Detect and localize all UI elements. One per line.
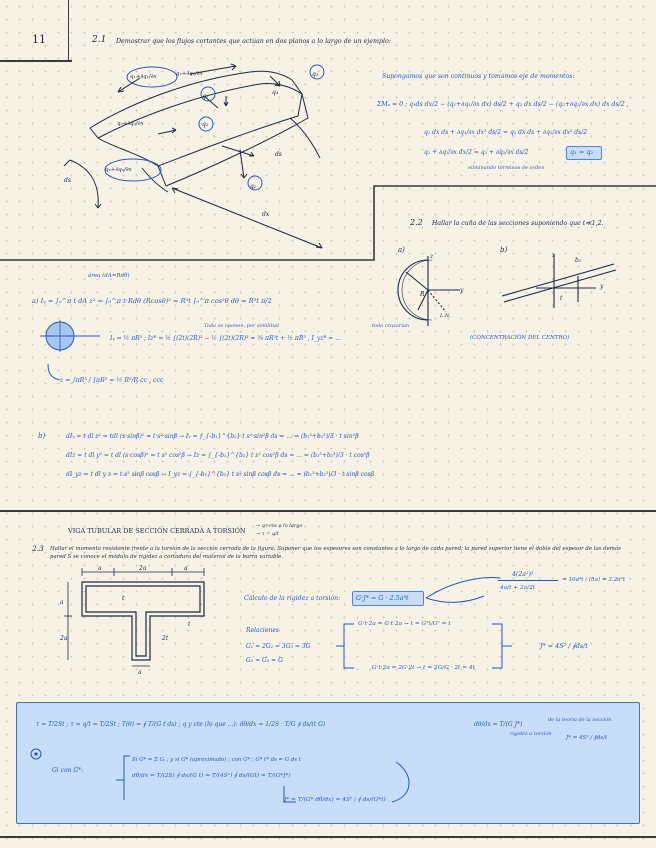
section-title: VIGA TUBULAR DE SECCIÓN CERRADA A TORSIÓN xyxy=(68,527,246,535)
problem-2-1-statement: Demostrar que los flujos cortantes que actúan en dos planos a lo largo de un ejemplo: xyxy=(116,38,391,45)
page-number: 11 xyxy=(32,33,46,46)
eq-b-3: dI_yz = t dl y z = t s² sinβ cosβ → I_yz = ∫_{-b₁}^{b₂} t s² sinβ cosβ ds = ... = (b₁³+b₂³)/3 · t sinβ cosβ xyxy=(66,471,375,478)
fig-a-label: a) xyxy=(398,246,405,254)
label-q4: q₄ xyxy=(272,89,279,96)
label-q1-prime: q₁+∂q₁/∂x xyxy=(130,74,157,80)
branch-2: G·t·2a = 2G·2t → t = 2G/G · 2t = 4t xyxy=(372,665,475,671)
fig-b-label-y: y xyxy=(600,283,604,290)
fig-b-label-z: z xyxy=(552,252,556,259)
eq-b-1: dIᵧ = t dl z² = tdl (s·sinβ)² = t·s²·sinβ → Iᵧ = ∫_{-b₁}^{b₂} t s² sin²β ds = ... = (b₁³+b₂³)/3 · t sin²β xyxy=(66,433,359,440)
fig-dim-2t: 2t xyxy=(162,635,169,642)
result-frac-bot: 4a/t + 2a/2t xyxy=(500,585,536,591)
note-a-3: (CONCENTRACIÓN DEL CENTRO) xyxy=(470,335,570,341)
eq-b-2: dIz = t dl y² = t dl (s·cosβ)² = t s² cos²β → Iz = ∫_{-b₁}^{b₂} t s² cos²β ds = ... = (b₁³+b₂³)/3 · t cos²β xyxy=(66,452,370,459)
problem-2-1-eq-3: q₁ + ∂q₁/∂x dx/2 = q₂ + ∂q₂/∂x ds/2 xyxy=(424,149,529,156)
fig-dim-t-2: t xyxy=(188,621,191,628)
fig-b-label-b1: b₁ xyxy=(575,257,582,264)
bottom-rule xyxy=(0,836,656,838)
fig-b-label-t: t xyxy=(560,295,563,302)
eq-a-2: Iᵧ = ½ πR³ ; Iz* = ½ ∫(2t)(2R)³ − ½ ∫(2t)(2R)³ = ⅝ πR³t + ½ πR³ , I_yz* = ... xyxy=(110,335,341,342)
summary-line-4: J* = T/(G* dθ/dx) = 4S² / ∮ ds/(G*t) xyxy=(284,797,386,803)
section-separator xyxy=(0,510,656,512)
section-side-note-1: → q=cte a lo largo xyxy=(256,523,303,529)
label-dx: dx xyxy=(262,211,270,218)
fig-dim-a-right: a xyxy=(184,565,188,572)
summary-note-1: de la teoría de la sección xyxy=(548,717,612,723)
problem-2-1-eq-1: ΣMₐ = 0 ; q₁ds dx/2 − (q₁+∂q₁/∂x dx) ds/2 + q₂ dx ds/2 − (q₂+∂q₂/∂x dx) dx ds/2 , xyxy=(377,101,629,108)
label-q1: q₁ xyxy=(202,93,209,100)
label-q3-prime: q₃+∂q₃/∂x xyxy=(117,121,144,127)
result-eq: = 16a⁴t / (5a) = 3.2a³t xyxy=(562,577,626,583)
problem-2-2-number: 2.2 xyxy=(410,218,423,227)
fig-dim-2a: 2a xyxy=(139,565,147,572)
eq-a-1: a) Iᵧ = ∫₀^π t dA z² = ∫₀^π t·Rdθ (Rcosθ)² = R³t ∫₀^π cos²θ dθ = R³t π/2 xyxy=(32,297,272,305)
problem-2-1-number: 2.1 xyxy=(92,35,107,45)
branch-1: G·t·2a = G·t·2a → t = G²t/G² = t xyxy=(358,621,451,627)
rel-2: G₂ = G₃ = G xyxy=(246,657,283,664)
circle-section-sketch xyxy=(38,318,108,358)
problem-2-1-text: Supongamos que son continuos y tomamos eje de momentos: xyxy=(382,73,575,80)
fig-a-label-z: z xyxy=(430,253,434,260)
fig-dim-t-1: t xyxy=(122,595,125,602)
note-a-1: Todo se oponen, por similitud xyxy=(204,323,279,329)
problem-2-1-eq-2: q₁ dx ds + ∂q₁/∂x dx² ds/2 = q₂ dx ds + ∂q₂/∂x dx² ds/2 xyxy=(424,129,588,136)
semicircle-section-figure xyxy=(388,250,468,330)
label-q2-bottom: q₂ xyxy=(250,183,257,190)
problem-2-1-note: eliminando términos de orden xyxy=(468,165,545,171)
label-q2: q₂ xyxy=(202,121,209,128)
t-section-figure xyxy=(58,562,228,672)
summary-brace xyxy=(96,752,416,812)
fig-dim-a-vert: a xyxy=(60,599,64,606)
summary-line-1: τ = T/2St ; τ = q/t = T/2St ; T(θ) = ∮ T/(G t ds) ; q y cte (lo que ...): dθ/dx = 1/2S · T/G ∮ ds/(t G) xyxy=(36,721,326,728)
summary-line-1-result: J* = 4S² / ∮ds/t xyxy=(566,735,608,741)
note-a-2: todo cruzarían xyxy=(372,323,410,329)
fig-dim-a-left: a xyxy=(98,565,102,572)
rel-1: G₁ = 2G₂ = 3G₃ = 3G xyxy=(246,643,311,650)
calc-label: Cálculo de la rigidez a torsión: xyxy=(244,595,341,602)
fig-b-label: b) xyxy=(500,246,508,254)
label-q2-prime-top: q₂+∂q₂/∂x xyxy=(176,71,203,77)
result-frac-top: 4(2a²)² xyxy=(512,571,534,578)
label-ds: ds xyxy=(64,177,71,184)
fig-a-label-R: R xyxy=(420,291,425,298)
label-q3: q₃ xyxy=(312,71,319,78)
summary-line-2-label: Gi con G*: xyxy=(52,767,84,774)
fig-a-label-LN: L.N. xyxy=(440,313,451,319)
problem-2-2-statement: Hallar la cuña de las secciones suponiendo que t≪1,2. xyxy=(432,220,604,227)
fig-dim-2a-vert: 2a xyxy=(60,635,68,642)
label-q4-prime: q₄+∂q₄/∂x xyxy=(105,167,132,173)
rel-label: Relaciones xyxy=(246,627,279,634)
problem-2-3-statement: Hallar el momento resistente frente a la torsión de la sección cerrada de la figura. Suponer que los espesores son constantes a lo largo de cada pared; la pared superior tiene el doble del espesor de las demás pared S se conoce el módulo de rigidez a cortadura del material de la barra variable. xyxy=(50,546,621,560)
label-ds-right: ds xyxy=(275,151,282,158)
eq-a-3: z = ∫πR³ / ∫πR² = ½ R²/R cc , ccc xyxy=(60,377,164,384)
summary-line-3: dθ/dx = T/(2S) ∮ ds/(G t) = T/(4S²) ∮ ds/(Gt) = T/(G*J*) xyxy=(132,773,291,779)
summary-line-1-tail: dθ/dx = T/(G J*) xyxy=(474,721,523,728)
fig-dim-a-bottom: a xyxy=(138,669,142,676)
problem-2-1-result: q₁ = q₂ xyxy=(570,148,594,156)
eq-a-3-arrow xyxy=(44,362,64,382)
summary-left-marker xyxy=(26,744,46,764)
summary-note-2: rigidez a torsión xyxy=(510,731,552,737)
summary-line-2: Si G* = Σ Gᵢ ; y si G* (aproximado) ; con G* : G* t* ds = G ds t xyxy=(132,757,301,763)
part-b-label: b) xyxy=(38,432,46,440)
problem-2-3-number: 2.3 xyxy=(32,544,44,553)
j-result: J* = 4S² / ∮ds/t xyxy=(540,642,588,650)
top-left-frame xyxy=(0,0,69,61)
area-note: área (dA=Rdθ) xyxy=(88,273,130,279)
fig-a-label-y: y xyxy=(460,287,464,294)
calc-result: G·J* = G · 2.5a³t xyxy=(356,594,409,602)
section-side-note-2: → τ = q/t xyxy=(256,531,279,537)
result-curve xyxy=(424,570,514,610)
